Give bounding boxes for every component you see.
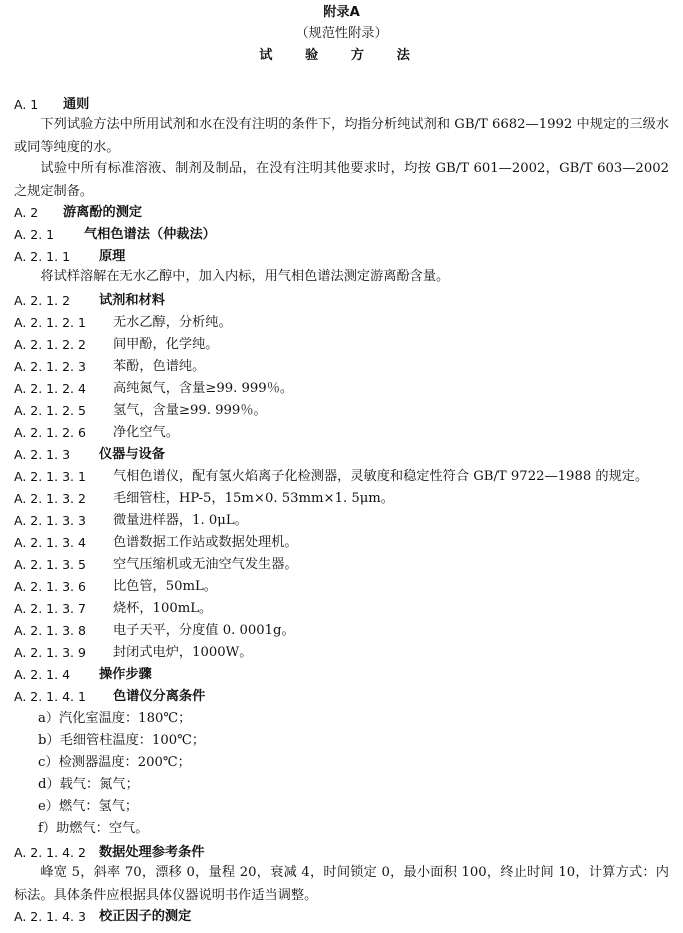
section-number: A. 2. 1. 2 <box>14 293 71 308</box>
heading-a2 <box>0 203 683 223</box>
heading-a211 <box>0 247 683 267</box>
section-number: A. 2. 1. 4 <box>14 667 71 682</box>
list-item: b）毛细管柱温度：100℃； <box>38 733 206 748</box>
section-number: A. 2. 1 <box>14 227 55 242</box>
section-number: A. 2. 1. 4. 3 <box>14 909 86 924</box>
list-item: A. 2. 1. 3. 8 电子天平，分度值 0. 0001g。 <box>14 623 295 638</box>
section-title: 数据处理参考条件 <box>99 845 205 860</box>
list-item: A. 2. 1. 3. 2 毛细管柱，HP-5，15m×0. 53mm×1. 5μm。 <box>14 491 394 506</box>
section-title: 原理 <box>99 249 126 264</box>
appendix-title: 试 验 方 法 <box>259 48 424 63</box>
list-item: A. 2. 1. 3. 6 比色管，50mL。 <box>14 579 217 594</box>
paragraph-a2142: 峰宽 5，斜率 70，漂移 0，量程 20，衰减 4，时间锁定 0，最小面积 100，终止时间 10，计算方式：内标法。具体条件应根据具体仪器说明书作适当调整。 <box>14 865 669 903</box>
section-number: A. 1 <box>14 97 39 112</box>
section-title: 仪器与设备 <box>99 447 165 462</box>
list-item: A. 2. 1. 3. 4 色谱数据工作站或数据处理机。 <box>14 535 298 550</box>
section-title: 操作步骤 <box>99 667 152 682</box>
heading-a21 <box>0 225 683 245</box>
section-title: 校正因子的测定 <box>99 909 192 924</box>
section-number: A. 2. 1. 1 <box>14 249 71 264</box>
heading-a2142 <box>0 843 683 863</box>
list-item: A. 2. 1. 3. 9 封闭式电炉，1000W。 <box>14 645 253 660</box>
list-item: e）燃气：氢气； <box>38 799 139 814</box>
list-item: A. 2. 1. 2. 1 无水乙醇，分析纯。 <box>14 315 232 330</box>
heading-a212 <box>0 291 683 311</box>
section-title: 气相色谱法（仲裁法） <box>84 227 216 242</box>
paragraph-a1-2: 试验中所有标准溶液、制剂及制品，在没有注明其他要求时，均按 GB/T 601—2002，GB/T 603—2002 之规定制备。 <box>14 161 669 199</box>
appendix-label: 附录A <box>323 5 360 20</box>
heading-a1 <box>0 95 683 115</box>
list-item: a）汽化室温度：180℃； <box>38 711 192 726</box>
section-title: 色谱仪分离条件 <box>113 689 206 704</box>
list-item: A. 2. 1. 3. 5 空气压缩机或无油空气发生器。 <box>14 557 298 572</box>
list-item: A. 2. 1. 3. 3 微量进样器，1. 0μL。 <box>14 513 248 528</box>
list-item: A. 2. 1. 2. 2 间甲酚，化学纯。 <box>14 337 219 352</box>
list-item: A. 2. 1. 2. 6 净化空气。 <box>14 425 179 440</box>
list-item: A. 2. 1. 3. 7 烧杯，100mL。 <box>14 601 213 616</box>
paragraph-a1-1: 下列试验方法中所用试剂和水在没有注明的条件下，均指分析纯试剂和 GB/T 6682—1992 中规定的三级水或同等纯度的水。 <box>14 117 669 155</box>
section-number: A. 2. 1. 3 <box>14 447 71 462</box>
list-item: A. 2. 1. 3. 1 气相色谱仪，配有氢火焰离子化检测器，灵敏度和稳定性符合 GB/T 9722—1988 的规定。 <box>14 469 649 484</box>
section-number: A. 2. 1. 4. 1 <box>14 689 86 704</box>
section-title: 试剂和材料 <box>99 293 165 308</box>
heading-a213 <box>0 445 683 465</box>
section-number: A. 2. 1. 4. 2 <box>14 845 86 860</box>
section-number: A. 2 <box>14 205 39 220</box>
appendix-nature: （规范性附录） <box>295 26 388 41</box>
list-item: A. 2. 1. 2. 3 苯酚，色谱纯。 <box>14 359 206 374</box>
heading-a2143 <box>0 907 683 927</box>
list-item: d）载气：氮气； <box>38 777 139 792</box>
list-item: A. 2. 1. 2. 5 氢气，含量≥99. 999％。 <box>14 403 267 418</box>
paragraph-a211: 将试样溶解在无水乙醇中，加入内标，用气相色谱法测定游离酚含量。 <box>40 269 450 284</box>
list-item: A. 2. 1. 2. 4 高纯氮气，含量≥99. 999％。 <box>14 381 294 396</box>
section-title: 游离酚的测定 <box>63 205 143 220</box>
heading-a2141 <box>0 687 683 707</box>
section-title: 通则 <box>63 97 90 112</box>
heading-a214 <box>0 665 683 685</box>
list-item: c）检测器温度：200℃； <box>38 755 191 770</box>
list-item: f）助燃气：空气。 <box>38 821 149 836</box>
